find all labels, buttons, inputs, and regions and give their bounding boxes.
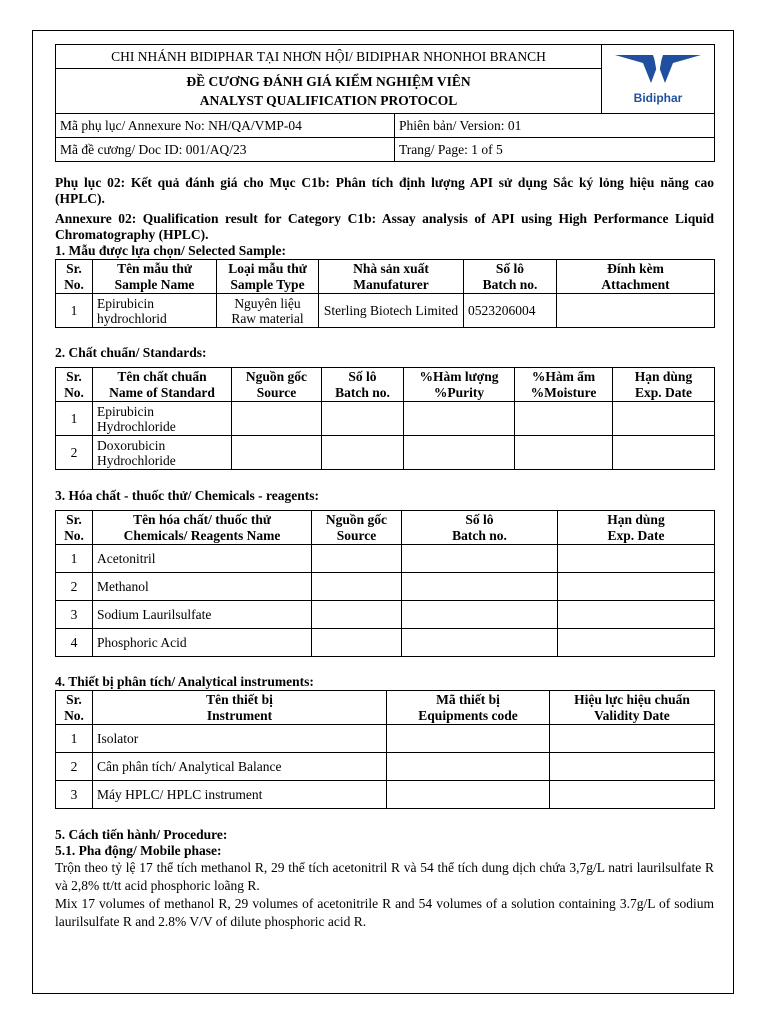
section1-title: 1. Mẫu được lựa chọn/ Selected Sample:: [55, 243, 287, 258]
header-table: [55, 44, 715, 162]
section5-title: 5. Cách tiến hành/ Procedure:: [55, 827, 228, 842]
version: Phiên bản/ Version: 01: [395, 114, 715, 138]
sample-table: [55, 259, 715, 328]
instruments-table: [55, 690, 715, 809]
document-content: [55, 44, 714, 931]
table-header-row: Sr. No. Tên hóa chất/ thuốc thử Chemicals/ Reagents Name Nguồn gốc Source Số lô Batch no. Hạn dùng Exp. Date: [56, 511, 715, 545]
table-row: 3 Sodium Laurilsulfate: [56, 601, 715, 629]
table-header-row: Sr. No. Tên thiết bị Instrument Mã thiết bị Equipments code Hiệu lực hiệu chuẩn Validity Date: [56, 691, 715, 725]
chemicals-table: [55, 510, 715, 657]
table-header-row: Sr. No. Tên mẫu thử Sample Name Loại mẫu thử Sample Type Nhà sản xuất Manufaturer Số lô Batch no. Đính kèm Attachment: [56, 260, 715, 294]
table-row: 1 Isolator: [56, 725, 715, 753]
table-header-row: Sr. No. Tên chất chuẩn Name of Standard Nguồn gốc Source Số lô Batch no. %Hàm lượng %Purity %Hàm ẩm %Moisture Hạn dùng Exp. Date: [56, 368, 715, 402]
title-en: ANALYST QUALIFICATION PROTOCOL: [199, 93, 458, 108]
logo-text: Bidiphar: [633, 91, 683, 105]
document-page: [32, 30, 734, 994]
bidiphar-logo: [602, 45, 715, 114]
table-row: 1 Epirubicin hydrochlorid Nguyên liệu Raw material Sterling Biotech Limited 0523206004: [56, 294, 715, 328]
table-row: 3 Máy HPLC/ HPLC instrument: [56, 781, 715, 809]
intro-en: Annexure 02: Qualification result for Category C1b: Assay analysis of API using High Performance Liquid Chromatography (HPLC).: [55, 211, 714, 242]
section3-title: 3. Hóa chất - thuốc thử/ Chemicals - reagents:: [55, 488, 319, 503]
title-vi: ĐỀ CƯƠNG ĐÁNH GIÁ KIỂM NGHIỆM VIÊN: [186, 74, 471, 89]
annexure-no: Mã phụ lục/ Annexure No: NH/QA/VMP-04: [56, 114, 395, 138]
branch-name: CHI NHÁNH BIDIPHAR TẠI NHƠN HỘI/ BIDIPHAR NHONHOI BRANCH: [56, 45, 602, 69]
table-row: 1 Epirubicin Hydrochloride: [56, 402, 715, 436]
page-number: Trang/ Page: 1 of 5: [395, 138, 715, 162]
doc-id: Mã đề cương/ Doc ID: 001/AQ/23: [56, 138, 395, 162]
table-row: 2 Doxorubicin Hydrochloride: [56, 436, 715, 470]
table-row: 4 Phosphoric Acid: [56, 629, 715, 657]
table-row: 2 Methanol: [56, 573, 715, 601]
intro-vi: Phụ lục 02: Kết quả đánh giá cho Mục C1b: Phân tích định lượng API sử dụng Sắc ký lỏng hiệu năng cao (HPLC).: [55, 175, 714, 206]
protocol-title: [56, 69, 602, 114]
procedure-text-en: Mix 17 volumes of methanol R, 29 volumes of acetonitrile R and 54 volumes of a solution containing 3.7g/L of sodium laurilsulfate R and 2.8% V/V of dilute phosphoric acid R.: [55, 896, 714, 929]
section2-title: 2. Chất chuẩn/ Standards:: [55, 345, 207, 360]
procedure-text-vi: Trộn theo tỷ lệ 17 thể tích methanol R, 29 thể tích acetonitril R và 54 thể tích dung dịch chứa 3,7g/L natri laurilsulfate R và 2,8% tt/tt acid phosphoric loãng R.: [55, 860, 714, 893]
logo-wings-icon: [613, 53, 703, 89]
standards-table: [55, 367, 715, 470]
table-row: 1 Acetonitril: [56, 545, 715, 573]
table-row: 2 Cân phân tích/ Analytical Balance: [56, 753, 715, 781]
section5-subtitle: 5.1. Pha động/ Mobile phase:: [55, 843, 222, 858]
section4-title: 4. Thiết bị phân tích/ Analytical instruments:: [55, 674, 314, 689]
